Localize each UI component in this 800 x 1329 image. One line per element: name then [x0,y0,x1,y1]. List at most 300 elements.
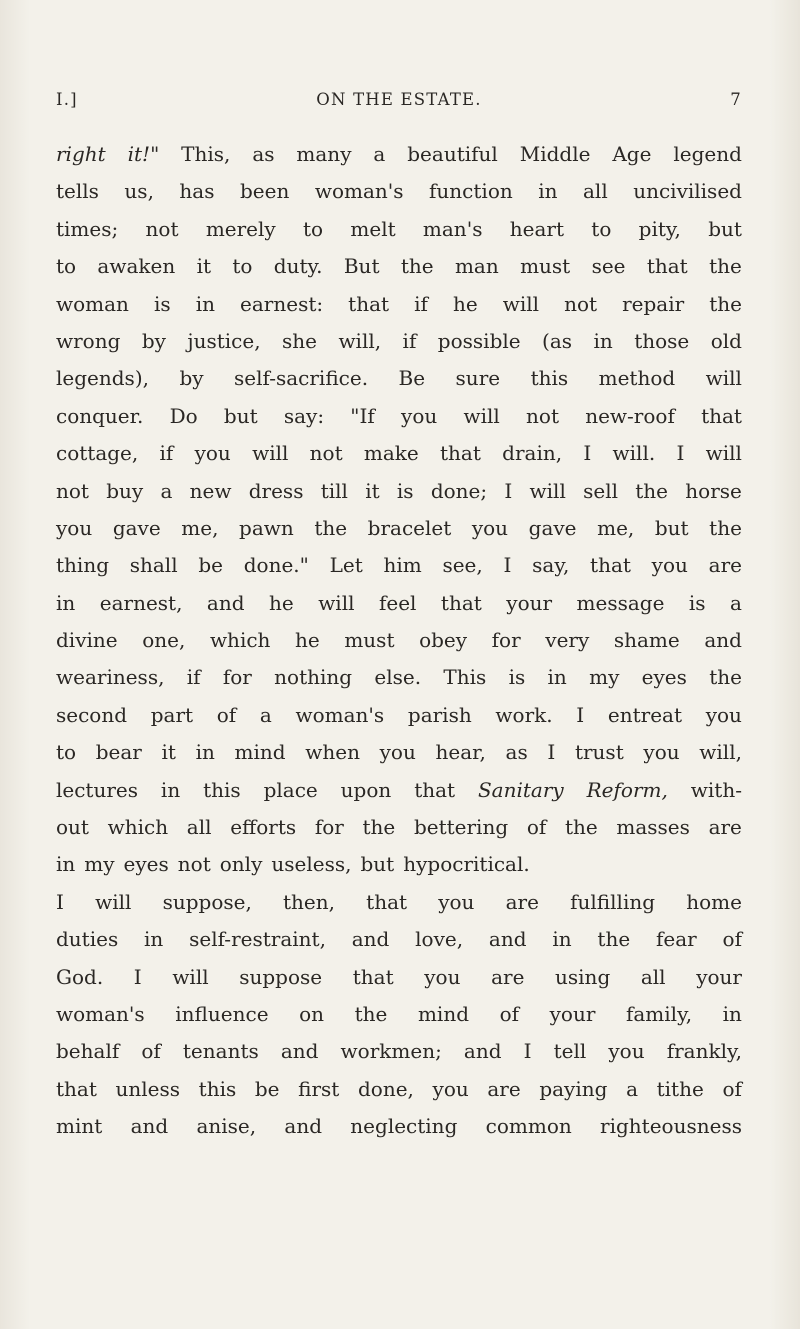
chapter-marker: I.] [56,90,78,109]
word: the [597,927,631,952]
word: he [452,291,478,316]
word: will [318,590,355,615]
text-line [56,996,742,1033]
word: in [144,927,164,952]
word: that [440,441,481,466]
word: drain, [502,441,563,466]
word: repair [622,291,685,316]
word: are [708,553,742,578]
word: suppose, [162,889,252,914]
word: but [654,515,689,540]
word: God. [56,964,104,989]
word: will [172,964,209,989]
word: divine [56,628,118,653]
word: bettering [413,815,509,840]
word: woman's [295,702,385,727]
word: thing [56,553,109,578]
word: beautiful [407,142,498,166]
text-line [56,173,742,210]
word: he [295,628,320,653]
word: family, [625,1001,693,1026]
word: right [56,142,106,166]
word: which [209,628,271,653]
word: unless [115,1076,181,1101]
word: new [189,478,232,503]
text-line [56,622,742,659]
text-line [56,398,742,435]
word: in [547,665,567,690]
word: that [414,777,456,802]
word: shame [613,628,680,653]
word: place [263,777,318,802]
word: Let [329,553,363,578]
word: old [710,328,742,353]
word: eyes [123,852,169,877]
word: a [160,478,173,503]
word: cottage, [56,441,139,466]
word: as [505,740,528,765]
word: in [56,590,76,615]
word: the [564,815,598,840]
word: masses [616,815,690,840]
word: and [463,1039,502,1064]
word: (as [542,328,573,353]
word: all [186,815,212,840]
word: when [305,740,360,765]
text-line [56,248,742,285]
word: man's [422,216,483,241]
word: see [591,254,626,279]
word: the [362,815,396,840]
text-line [56,734,742,771]
word: my [589,665,620,690]
word: function [429,179,513,204]
word: you [379,740,416,765]
word: that [348,291,390,316]
word: pity, [638,216,681,241]
word: me, [181,515,219,540]
word: duty. [273,254,323,279]
word: uncivilised [633,179,742,204]
word: those [634,328,690,353]
word: on [299,1001,325,1026]
word: then, [282,889,335,914]
word: you [643,740,680,765]
text-line [56,697,742,734]
word: first [298,1076,340,1101]
word: home [686,889,742,914]
word: must [520,254,571,279]
word: Age [612,142,652,166]
word: not [526,403,559,428]
word: merely [205,216,276,241]
word: by [141,328,166,353]
word: else. [374,665,422,690]
word: tenants [182,1039,259,1064]
word: wrong [56,328,121,353]
word: I [547,740,556,765]
word: frankly, [666,1039,742,1064]
word: that [440,590,482,615]
word: horse [685,478,742,503]
word: I [523,1039,532,1064]
word: I [583,441,592,466]
word: heart [509,216,564,241]
text-line [56,585,742,622]
word: in [195,291,215,316]
word: legend [673,142,742,166]
word: righteousness [600,1114,742,1139]
word: second [56,702,128,727]
word: to [56,254,77,279]
word: is [508,665,526,690]
word: one, [142,628,186,653]
word: love, [415,927,464,952]
word: But [343,254,380,279]
word: suppose [239,964,323,989]
word: in [593,328,613,353]
word: duties [56,927,119,952]
word: to [232,254,253,279]
word: gave [528,515,577,540]
word: I [504,478,513,503]
word: using [555,964,611,989]
word: with- [690,777,742,802]
word: method [598,366,676,391]
word: of [141,1039,161,1064]
word: in [552,927,572,952]
word: very [545,628,590,653]
word: the [709,665,742,690]
word: message [576,590,665,615]
word: out [56,815,89,840]
word: workmen; [340,1039,442,1064]
word: efforts [230,815,297,840]
word: it [196,254,212,279]
text-line [56,323,742,360]
word: the [709,254,742,279]
word: it [365,478,380,503]
word: parish [407,702,472,727]
word: will [95,889,132,914]
word: legends), [56,366,149,391]
word: shall [129,553,178,578]
word: that [646,254,688,279]
word: has [179,179,215,204]
word: as [252,142,275,166]
word: trust [574,740,624,765]
word: you [401,403,438,428]
word: new-roof [585,403,675,428]
word: paying [539,1076,608,1101]
word: till [320,478,348,503]
word: which [107,815,169,840]
text-line [56,211,742,248]
text-line [56,1033,742,1070]
word: mind [417,1001,470,1026]
word: lectures [56,777,139,802]
word: of [722,927,742,952]
word: This [443,665,487,690]
word: pawn [239,515,294,540]
word: your [506,590,553,615]
word: done, [357,1076,414,1101]
word: say, [532,553,570,578]
word: of [499,1001,520,1026]
word: but [708,216,742,241]
word: you [194,441,231,466]
word: if [402,328,417,353]
word: this [203,777,241,802]
word: useless, [271,852,352,877]
word: not [177,852,211,877]
text-line [56,547,742,584]
word: a [259,702,272,727]
word: is [396,478,414,503]
word: of [526,815,547,840]
word: that [56,1076,97,1101]
word: and [704,628,742,653]
text-line [56,473,742,510]
word: dress [248,478,304,503]
text-line [56,435,742,472]
word: are [708,815,742,840]
word: the [314,515,348,540]
word: that [701,403,742,428]
word: woman's [56,1001,145,1026]
word: will [705,366,742,391]
word: the [354,1001,388,1026]
text-line [56,360,742,397]
word: be [198,553,223,578]
word: earnest, [99,590,183,615]
word: possible [437,328,521,353]
word: will [463,403,500,428]
word: see, [442,553,483,578]
word: to [303,216,324,241]
word: she [282,328,317,353]
text-line [56,884,742,921]
word: not [145,216,179,241]
word: will, [338,328,382,353]
word: it!" [127,142,160,166]
word: if [414,291,428,316]
word: and [280,1039,319,1064]
word: your [549,1001,596,1026]
word: by [179,366,204,391]
word: not [309,441,343,466]
word: tithe [656,1076,704,1101]
running-title: ON THE ESTATE. [316,90,482,109]
word: obey [419,628,468,653]
word: feel [378,590,417,615]
word: man [454,254,499,279]
word: upon [340,777,392,802]
word: and [206,590,245,615]
word: common [485,1114,572,1139]
word: only [219,852,263,877]
word: entreat [607,702,683,727]
word: I [133,964,142,989]
word: been [239,179,290,204]
word: you [608,1039,645,1064]
word: my [84,852,115,877]
word: us, [124,179,154,204]
text-line [56,921,742,958]
word: This, [181,142,231,166]
word: Be [398,366,426,391]
word: but [360,852,395,877]
word: bracelet [367,515,452,540]
text-line [56,1071,742,1108]
word: mind [234,740,286,765]
word: anise, [196,1114,257,1139]
word: justice, [187,328,261,353]
body-text [56,136,742,1146]
word: I [56,889,64,914]
word: to [56,740,77,765]
word: for [222,665,252,690]
word: you [438,889,475,914]
word: fear [656,927,697,952]
word: sell [583,478,618,503]
word: that [352,964,394,989]
word: weariness, [56,665,165,690]
word: of [722,1076,742,1101]
word: in [160,777,181,802]
word: he [269,590,294,615]
text-line [56,809,742,846]
text-line [56,510,742,547]
text-line [56,1108,742,1145]
word: not [564,291,598,316]
word: to [591,216,612,241]
word: buy [106,478,144,503]
word: awaken [97,254,176,279]
word: hypocritical. [403,852,530,877]
word: this [198,1076,237,1101]
word: Do [169,403,198,428]
word: done." [243,553,309,578]
word: mint [56,1114,103,1139]
word: not [56,478,89,503]
word: gave [112,515,161,540]
running-head [56,90,742,114]
word: for [491,628,521,653]
word: work. [495,702,553,727]
word: woman [56,291,129,316]
word: of [216,702,237,727]
word: in [195,740,215,765]
word: will. [612,441,656,466]
word: a [373,142,386,166]
word: behalf [56,1039,120,1064]
word: will [529,478,566,503]
word: earnest: [240,291,324,316]
word: bear [95,740,142,765]
word: him [383,553,422,578]
word: but [223,403,258,428]
word: in [56,852,76,877]
word: must [344,628,395,653]
word: done; [430,478,488,503]
word: you [705,702,742,727]
word: you [424,964,461,989]
word: make [363,441,419,466]
word: I [676,441,685,466]
word: are [487,1076,521,1101]
word: woman's [314,179,404,204]
word: are [491,964,525,989]
word: the [709,291,742,316]
word: this [530,366,569,391]
text-line [56,136,742,173]
text-line [56,286,742,323]
word: will [252,441,289,466]
word: the [400,254,434,279]
word: nothing [274,665,353,690]
word: sure [455,366,501,391]
word: influence [175,1001,269,1026]
word: you [651,553,688,578]
word: self-sacrifice. [234,366,369,391]
word: Middle [519,142,591,166]
word: hear, [435,740,486,765]
word: that [366,889,408,914]
word: will [705,441,742,466]
word: your [696,964,742,989]
word: that [590,553,631,578]
word: I [576,702,585,727]
word: and [488,927,527,952]
word: is [688,590,706,615]
word: you [471,515,509,540]
text-line [56,659,742,696]
word: eyes [641,665,687,690]
word: Reform, [586,777,668,802]
word: "If [350,403,375,428]
word: tell [553,1039,587,1064]
word: tells [56,179,99,204]
word: if [159,441,174,466]
word: melt [350,216,396,241]
word: you [56,515,93,540]
word: times; [56,216,119,241]
word: I [503,553,512,578]
word: say: [283,403,325,428]
word: and [284,1114,323,1139]
word: conquer. [56,403,144,428]
word: if [186,665,201,690]
word: neglecting [350,1114,458,1139]
word: self-restraint, [189,927,326,952]
word: many [296,142,352,166]
word: a [626,1076,638,1101]
word: fulfilling [570,889,656,914]
page-number: 7 [730,90,742,109]
word: it [161,740,176,765]
word: for [314,815,344,840]
word: a [730,590,742,615]
word: will, [699,740,742,765]
word: all [640,964,666,989]
word: part [150,702,194,727]
text-line [56,846,742,883]
word: and [351,927,390,952]
text-line [56,772,742,809]
word: the [709,515,742,540]
word: you [432,1076,469,1101]
